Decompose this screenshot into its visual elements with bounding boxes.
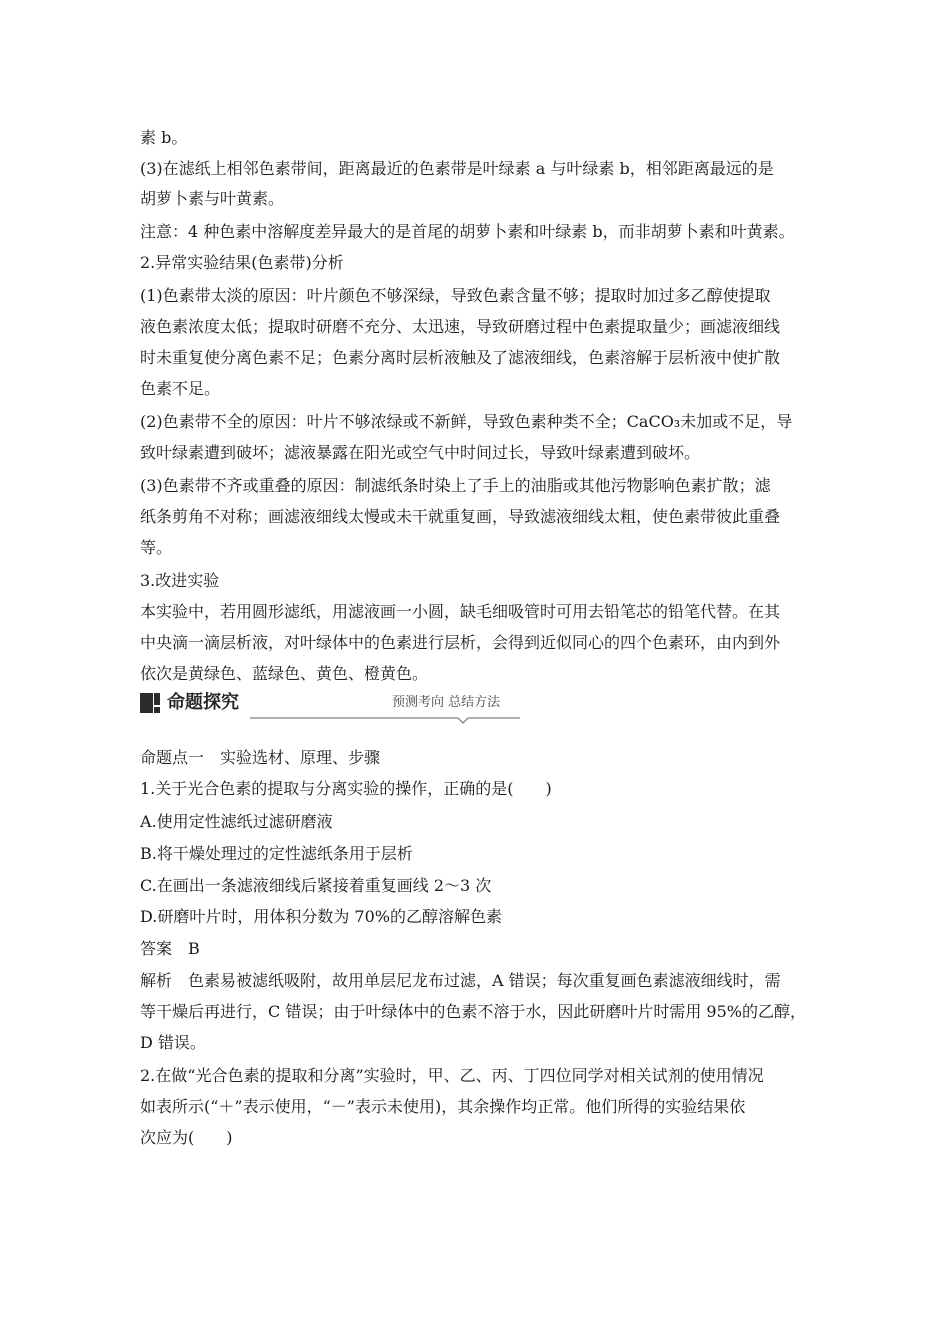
question-stem: 1.关于光合色素的提取与分离实验的操作，正确的是( ) (140, 779, 552, 798)
subheading: 2.异常实验结果(色素带)分析 (140, 253, 344, 272)
paragraph-line: (3)色素带不齐或重叠的原因：制滤纸条时染上了手上的油脂或其他污物影响色素扩散；滤 (140, 476, 771, 495)
paragraph-line: (3)在滤纸上相邻色素带间，距离最近的色素带是叶绿素 a 与叶绿素 b，相邻距离最远的是 (140, 159, 774, 178)
paragraph-line: 时未重复使分离色素不足；色素分离时层析液触及了滤液细线，色素溶解于层析液中使扩散 (140, 348, 781, 367)
paragraph-line: 中央滴一滴层析液，对叶绿体中的色素进行层析，会得到近似同心的四个色素环，由内到外 (140, 633, 781, 652)
paragraph-line: (1)色素带太淡的原因：叶片颜色不够深绿，导致色素含量不够；提取时加过多乙醇使提取 (140, 286, 771, 305)
paragraph-line: 素 b。 (140, 128, 188, 147)
paragraph-line: 液色素浓度太低；提取时研磨不充分、太迅速，导致研磨过程中色素提取量少；画滤液细线 (140, 317, 781, 336)
paragraph-line: 色素不足。 (140, 379, 221, 398)
question-stem: 2.在做“光合色素的提取和分离”实验时，甲、乙、丙、丁四位同学对相关试剂的使用情况 (140, 1066, 764, 1085)
section-divider (250, 716, 520, 724)
topic-label: 命题点一 实验选材、原理、步骤 (140, 748, 381, 767)
section-square-icon (140, 693, 160, 713)
explanation-line: 等干燥后再进行，C 错误；由于叶绿体中的色素不溶于水，因此研磨叶片时需用 95%的乙醇， (140, 1002, 806, 1021)
subheading: 3.改进实验 (140, 571, 220, 590)
paragraph-line: 纸条剪角不对称；画滤液细线太慢或未干就重复画，导致滤液细线太粗，使色素带彼此重叠 (140, 507, 781, 526)
answer-line: 答案 B (140, 939, 200, 958)
paragraph-line: 本实验中，若用圆形滤纸，用滤液画一小圆，缺毛细吸管时可用去铅笔芯的铅笔代替。在其 (140, 602, 781, 621)
question-stem: 如表所示(“＋”表示使用，“－”表示未使用)，其余操作均正常。他们所得的实验结果依 (140, 1097, 746, 1116)
option-d: D.研磨叶片时，用体积分数为 70%的乙醇溶解色素 (140, 907, 502, 926)
explanation-line: D 错误。 (140, 1033, 206, 1052)
question-stem: 次应为( ) (140, 1128, 233, 1147)
option-c: C.在画出一条滤液细线后紧接着重复画线 2～3 次 (140, 876, 492, 895)
paragraph-line: 致叶绿素遭到破坏；滤液暴露在阳光或空气中时间过长，导致叶绿素遭到破坏。 (140, 443, 701, 462)
paragraph-line: 依次是黄绿色、蓝绿色、黄色、橙黄色。 (140, 664, 429, 683)
paragraph-line: 等。 (140, 538, 173, 557)
section-tagline: 预测考向 总结方法 (392, 695, 501, 710)
explanation-line: 解析 色素易被滤纸吸附，故用单层尼龙布过滤，A 错误；每次重复画色素滤液细线时，需 (140, 971, 781, 990)
option-b: B.将干燥处理过的定性滤纸条用于层析 (140, 844, 413, 863)
paragraph-line: 胡萝卜素与叶黄素。 (140, 189, 285, 208)
section-title: 命题探究 (167, 692, 239, 713)
paragraph-line: (2)色素带不全的原因：叶片不够浓绿或不新鲜，导致色素种类不全；CaCO₃未加或不足，导 (140, 412, 793, 431)
note-line: 注意：4 种色素中溶解度差异最大的是首尾的胡萝卜素和叶绿素 b，而非胡萝卜素和叶黄素。 (140, 222, 795, 241)
section-header (140, 688, 520, 720)
option-a: A.使用定性滤纸过滤研磨液 (140, 812, 333, 831)
